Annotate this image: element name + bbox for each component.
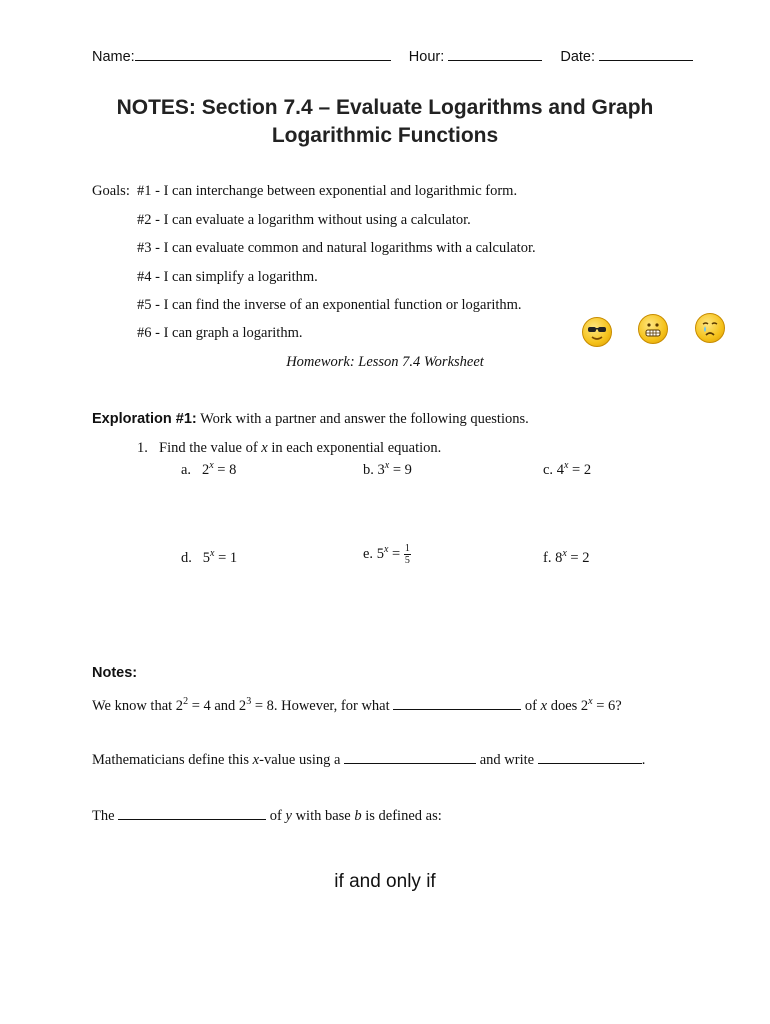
problem-base: 8 xyxy=(555,549,563,566)
text-segment: Mathematicians define this xyxy=(92,752,250,768)
date-blank[interactable] xyxy=(599,48,693,61)
exploration-heading: Exploration #1: xyxy=(92,411,197,427)
problem-rhs: 9 xyxy=(404,461,412,478)
problem-c: c. $4^x = 2$ xyxy=(543,460,592,478)
question-number: 1. xyxy=(137,440,148,456)
goal-5: #5 - I can find the inverse of an exponential function or logarithm. xyxy=(137,297,522,313)
problem-base: 2 xyxy=(201,461,210,478)
goals-label: Goals: xyxy=(92,183,130,199)
goal-4: #4 - I can simplify a logarithm. xyxy=(137,269,318,285)
problem-rhs: 2 xyxy=(583,461,592,478)
text-segment: is defined as: xyxy=(365,808,442,824)
exploration-text: Work with a partner and answer the following questions. xyxy=(200,411,529,427)
fraction-numerator: 1 xyxy=(404,543,410,554)
iff-text: if and only if xyxy=(334,871,436,892)
text-segment: = 6? xyxy=(592,697,622,714)
problem-rhs: 8 xyxy=(229,461,237,478)
text-segment: with base xyxy=(295,808,351,824)
problem-base: 5 xyxy=(202,549,210,566)
problem-label: e. xyxy=(363,545,374,562)
variable-x: x xyxy=(540,697,548,714)
text-segment: does 2 xyxy=(550,697,589,714)
text-segment: . xyxy=(641,752,646,768)
fraction-denominator: 5 xyxy=(404,555,410,566)
hour-blank[interactable] xyxy=(448,48,542,61)
text-segment: of xyxy=(269,808,282,824)
notes-blank-3[interactable] xyxy=(538,751,642,764)
text-segment: and write xyxy=(479,752,535,768)
notes-blank-1[interactable] xyxy=(393,697,521,710)
variable-y: y xyxy=(285,808,292,824)
header-line xyxy=(92,48,693,66)
goal-2: #2 - I can evaluate a logarithm without using a calculator. xyxy=(137,212,471,228)
variable-x: x xyxy=(261,440,268,456)
problem-f: f. $8^x = 2$ xyxy=(543,548,590,566)
page-title xyxy=(0,94,770,150)
grimacing-face-icon xyxy=(638,314,668,344)
text-segment: = 4 and 2 xyxy=(188,697,247,714)
problem-label: b. xyxy=(363,461,374,478)
problem-rhs: 1 xyxy=(229,549,238,566)
notes-blank-2[interactable] xyxy=(344,751,476,764)
question-prompt: Find the value of x in each exponential equation. xyxy=(159,440,442,456)
hour-label: Hour: xyxy=(408,49,445,65)
variable-b: b xyxy=(354,808,362,824)
text-segment: The xyxy=(92,808,115,824)
problem-label: a. xyxy=(181,461,192,478)
name-blank[interactable] xyxy=(135,48,391,61)
exponent: 2 xyxy=(183,696,189,707)
notes-line-2 xyxy=(92,751,645,769)
goal-3: #3 - I can evaluate common and natural logarithms with a calculator. xyxy=(137,240,536,256)
crying-face-icon xyxy=(695,313,725,343)
problem-base: 5 xyxy=(376,545,384,562)
question-text xyxy=(159,439,441,457)
variable-x: x xyxy=(252,752,260,768)
problem-base: 3 xyxy=(377,461,385,478)
notes-blank-4[interactable] xyxy=(118,807,266,820)
title-line-2: Logarithmic Functions xyxy=(271,124,499,147)
fraction xyxy=(404,543,411,566)
title-line-1: NOTES: Section 7.4 – Evaluate Logarithms and Graph xyxy=(116,96,654,119)
notes-line-3 xyxy=(92,807,442,825)
problem-label: d. xyxy=(181,549,192,566)
text-segment: We know that 2 xyxy=(92,697,184,714)
name-label: Name: xyxy=(92,49,135,65)
date-label: Date: xyxy=(560,49,596,65)
problem-label: f. xyxy=(543,549,552,566)
homework-line: Homework: Lesson 7.4 Worksheet xyxy=(286,354,484,370)
notes-line-1 xyxy=(92,693,622,715)
problem-rhs: 2 xyxy=(582,549,590,566)
exponent: 3 xyxy=(246,696,252,707)
notes-heading: Notes: xyxy=(92,665,138,681)
text-segment: of xyxy=(524,697,537,714)
problem-label: c. xyxy=(543,461,554,478)
text-segment: = 8. However, for what xyxy=(251,697,390,714)
exploration-intro xyxy=(92,410,529,428)
problem-e: e. $5^x$ = $\frac{1}{5}$ xyxy=(363,543,410,566)
sunglasses-face-icon xyxy=(582,317,612,347)
exponent: x xyxy=(588,696,593,707)
problem-base: 4 xyxy=(556,461,564,478)
problem-a: a. $2^x = 8$ xyxy=(181,460,237,478)
text-segment: -value using a xyxy=(259,752,341,768)
problem-b: b. $3^x = 9$ xyxy=(363,460,412,478)
goal-1: #1 - I can interchange between exponential and logarithmic form. xyxy=(137,183,518,199)
goal-6: #6 - I can graph a logarithm. xyxy=(137,325,303,341)
problem-d: d. $5^x = 1$ xyxy=(181,548,238,566)
